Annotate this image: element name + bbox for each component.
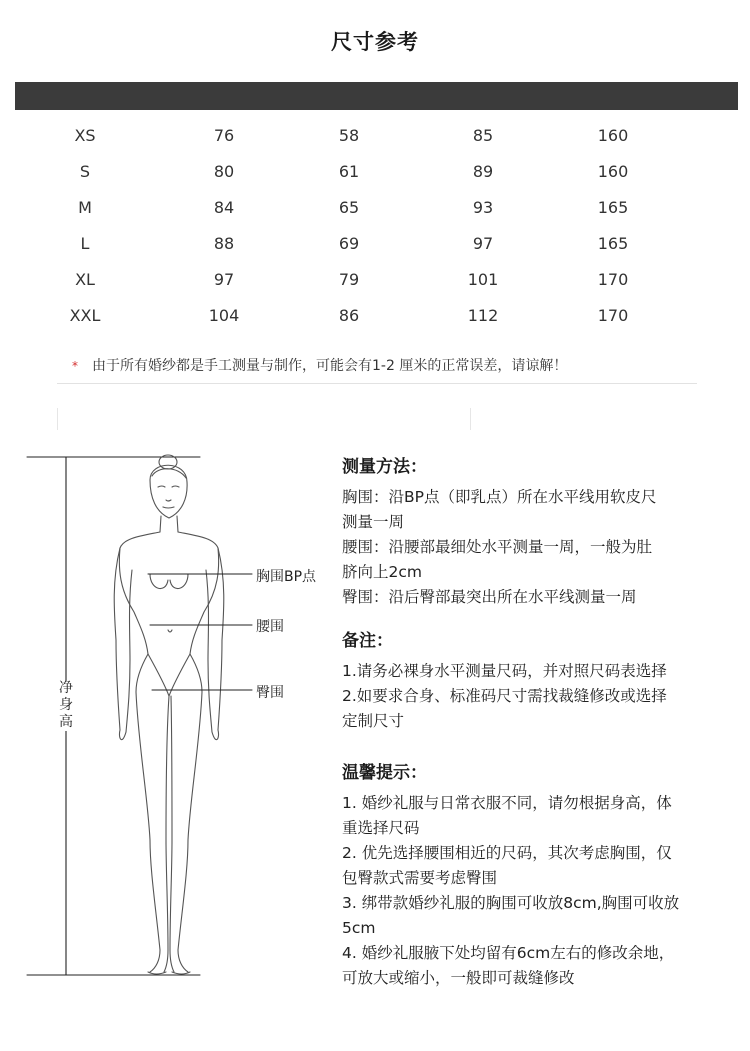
tips-line: 重选择尺码	[342, 819, 420, 837]
hip-cell: 97	[472, 234, 494, 253]
size-cell: XS	[74, 126, 96, 145]
measurement-line: 脐向上2cm	[342, 563, 422, 581]
table-row	[0, 154, 750, 190]
body-figure	[0, 440, 340, 1000]
waist-label: 腰围	[256, 619, 284, 635]
error-note	[72, 355, 567, 375]
waist-cell: 58	[338, 126, 360, 145]
waist-cell: 61	[338, 162, 360, 181]
measurement-title: 测量方法：	[342, 457, 427, 477]
table-row	[0, 298, 750, 334]
divider-tick	[470, 408, 471, 430]
size-table	[0, 118, 750, 334]
body-outline-icon	[0, 440, 340, 1000]
table-row	[0, 190, 750, 226]
height-cell: 160	[597, 126, 629, 145]
hip-cell: 93	[472, 198, 494, 217]
remarks-line: 1.请务必裸身水平测量尺码，并对照尺码表选择	[342, 662, 667, 680]
tips-line: 2. 优先选择腰围相近的尺码，其次考虑胸围，仅	[342, 844, 672, 862]
size-cell: XL	[75, 270, 95, 289]
tips-line: 4. 婚纱礼服腋下处均留有6cm左右的修改余地，	[342, 944, 675, 962]
waist-cell: 69	[338, 234, 360, 253]
tips-line: 可放大或缩小，一般即可裁缝修改	[342, 969, 575, 987]
waist-cell: 65	[338, 198, 360, 217]
height-cell: 160	[597, 162, 629, 181]
hip-label: 臀围	[256, 685, 284, 701]
tips-title: 温馨提示：	[342, 763, 427, 783]
instructions-panel	[342, 452, 737, 1007]
waist-cell: 79	[338, 270, 360, 289]
measurement-section	[342, 452, 737, 610]
height-cell: 170	[597, 306, 629, 325]
hip-cell: 112	[467, 306, 499, 325]
note-text: 由于所有婚纱都是手工测量与制作，可能会有1-2 厘米的正常误差，请谅解！	[92, 358, 568, 374]
page-title: 尺寸参考	[331, 30, 419, 54]
divider	[57, 383, 697, 384]
bust-label: 胸围BP点	[256, 569, 317, 585]
remarks-title: 备注：	[342, 631, 393, 651]
bust-cell: 88	[213, 234, 235, 253]
hip-cell: 101	[467, 270, 499, 289]
divider-tick	[57, 408, 58, 430]
table-header-bar	[15, 82, 738, 110]
tips-line: 5cm	[342, 919, 376, 937]
remarks-line: 定制尺寸	[342, 712, 405, 730]
table-row	[0, 118, 750, 154]
size-cell: M	[78, 198, 92, 217]
tips-line: 1. 婚纱礼服与日常衣服不同，请勿根据身高，体	[342, 794, 672, 812]
size-cell: L	[80, 234, 90, 253]
table-row	[0, 262, 750, 298]
remarks-line: 2.如要求合身、标准码尺寸需找裁缝修改或选择	[342, 687, 667, 705]
tips-section	[342, 758, 737, 991]
tips-line: 3. 绑带款婚纱礼服的胸围可收放8cm,胸围可收放	[342, 894, 680, 912]
bust-cell: 104	[208, 306, 240, 325]
waist-cell: 86	[338, 306, 360, 325]
measurement-line: 胸围：沿BP点（即乳点）所在水平线用软皮尺	[342, 488, 657, 506]
bust-cell: 80	[213, 162, 235, 181]
height-label: 净身高	[59, 680, 73, 730]
tips-line: 包臀款式需要考虑臀围	[342, 869, 498, 887]
height-cell: 165	[597, 198, 629, 217]
hip-cell: 89	[472, 162, 494, 181]
measurement-line: 臀围：沿后臀部最突出所在水平线测量一周	[342, 588, 637, 606]
size-cell: S	[79, 162, 91, 181]
asterisk-icon: *	[72, 359, 78, 373]
bust-cell: 76	[213, 126, 235, 145]
bust-cell: 84	[213, 198, 235, 217]
height-cell: 165	[597, 234, 629, 253]
measurement-line: 腰围：沿腰部最细处水平测量一周，一般为肚	[342, 538, 653, 556]
measurement-line: 测量一周	[342, 513, 405, 531]
bust-cell: 97	[213, 270, 235, 289]
remarks-section	[342, 626, 737, 734]
table-row	[0, 226, 750, 262]
height-cell: 170	[597, 270, 629, 289]
size-cell: XXL	[69, 306, 101, 325]
hip-cell: 85	[472, 126, 494, 145]
